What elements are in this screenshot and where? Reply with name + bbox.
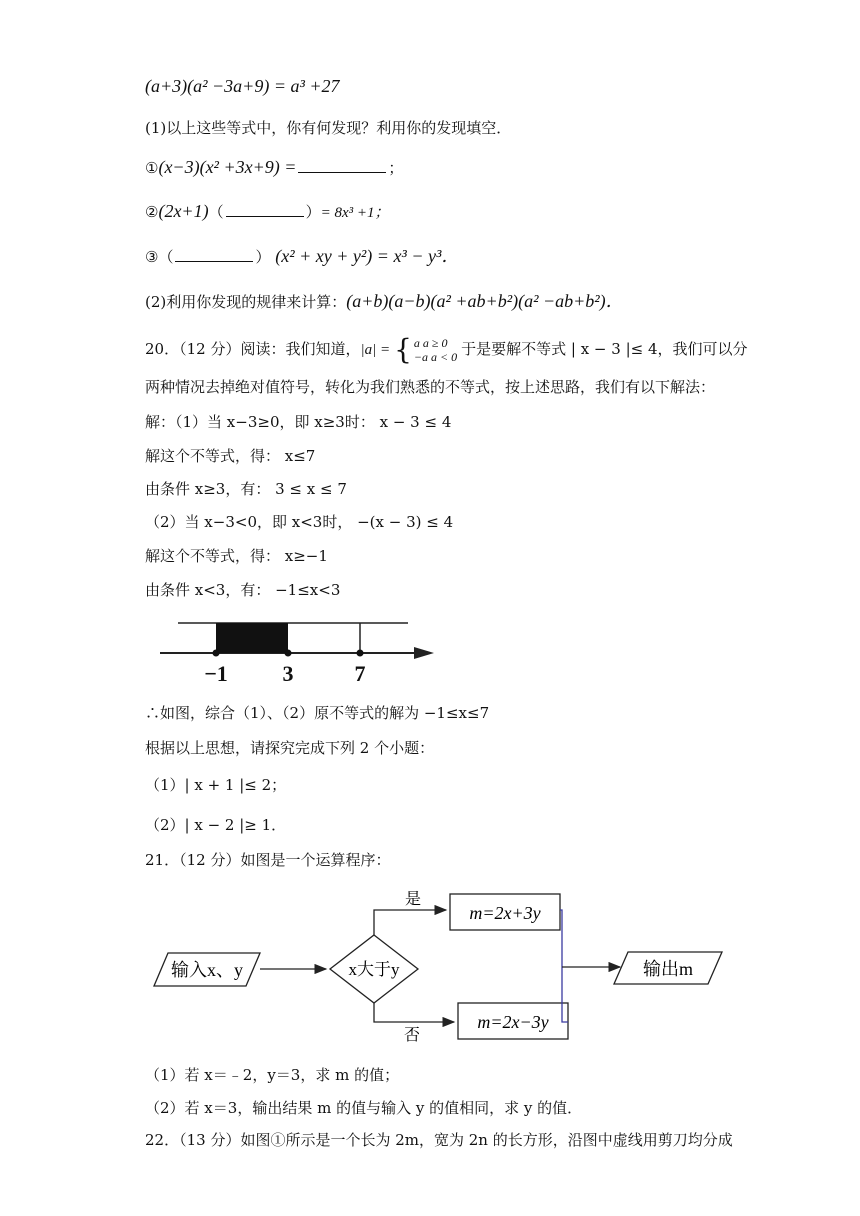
q20-subq-1: （1）| x + 1 |≤ 2；	[145, 776, 287, 794]
item-b-close-paren: ）	[305, 203, 321, 221]
tick-point	[285, 650, 292, 657]
question-1-intro: (1)以上这些等式中，你有何发现？利用你的发现填空．	[145, 119, 512, 137]
arrow-head-icon	[414, 647, 434, 659]
tick-label: 3	[282, 661, 294, 685]
yes-formula: m=2x+3y	[469, 903, 541, 923]
q20-line-9: ∴如图，综合（1）、（2）原不等式的解为 −1≤x≤7	[145, 704, 490, 722]
number-line-figure	[152, 615, 442, 685]
q20-case-1: a a ≥ 0	[413, 336, 448, 350]
question-2	[145, 291, 624, 312]
decision-label: x大于y	[348, 960, 400, 979]
no-label: 否	[403, 1027, 421, 1044]
output-label: 输出m	[642, 959, 694, 979]
merge-connector	[560, 910, 568, 1022]
flowchart-figure	[150, 882, 730, 1052]
tick-point	[213, 650, 220, 657]
item-b-blank[interactable]	[226, 202, 304, 217]
item-b-open-paren: （	[208, 203, 224, 221]
yes-label: 是	[404, 891, 422, 908]
q20-line-3: 解：（1）当 x−3≥0，即 x≥3时： x − 3 ≤ 4	[145, 413, 452, 431]
item-a-suffix: ；	[388, 159, 404, 177]
q20-subq-2: （2）| x − 2 |≥ 1．	[145, 816, 287, 834]
q20-piecewise	[394, 333, 458, 366]
item-a-expression: (x−3)(x² +3x+9) =	[158, 157, 297, 177]
item-c-blank[interactable]	[175, 247, 253, 262]
item-a-marker: ①	[145, 159, 159, 177]
question-1-item-b	[145, 201, 390, 223]
q20-heading: 20．（12 分）阅读：我们知道，	[145, 340, 361, 358]
item-c-marker: ③	[145, 248, 159, 266]
q20-line-6: （2）当 x−3<0，即 x<3时， −(x − 3) ≤ 4	[145, 513, 454, 531]
q21-heading: 21．（12 分）如图是一个运算程序：	[145, 851, 391, 869]
tick-label: −1	[204, 661, 228, 685]
yes-branch-line	[374, 910, 446, 935]
q20-line-2: 两种情况去掉绝对值符号，转化为我们熟悉的不等式，按上述思路，我们有以下解法：	[145, 378, 716, 396]
q21-subq-2: （2）若 x＝3，输出结果 m 的值与输入 y 的值相同，求 y 的值．	[145, 1099, 583, 1117]
q20-line-4: 解这个不等式，得： x≤7	[145, 447, 316, 465]
q20-case-2: −a a < 0	[413, 350, 458, 364]
question-2-text: (2)利用你发现的规律来计算：	[145, 293, 347, 311]
q20-tail: 于是要解不等式 | x − 3 |≤ 4，我们可以分	[461, 340, 748, 358]
q20-line-5: 由条件 x≥3，有： 3 ≤ x ≤ 7	[145, 480, 347, 498]
q22-heading: 22．（13 分）如图①所示是一个长为 2m，宽为 2n 的长方形，沿图中虚线用剪刀均分成	[145, 1131, 733, 1149]
item-b-expression: (2x+1)	[158, 201, 209, 221]
item-c-open-paren: （	[158, 248, 174, 266]
q20-line-10: 根据以上思想，请探究完成下列 2 个小题：	[145, 739, 435, 757]
item-b-rhs: = 8x³ +1；	[320, 205, 390, 221]
q21-subq-1: （1）若 x＝﹣2，y＝3，求 m 的值；	[145, 1066, 400, 1084]
q20-line-7: 解这个不等式，得： x≥−1	[145, 547, 328, 565]
item-b-marker: ②	[145, 203, 159, 221]
tick-label: 7	[354, 661, 366, 685]
question-2-expression: (a+b)(a−b)(a² +ab+b²)(a² −ab+b²)．	[346, 291, 624, 311]
item-c-rhs: (x² + xy + y²) = x³ − y³．	[275, 246, 460, 266]
brace-icon: {	[394, 333, 412, 366]
item-a-blank[interactable]	[298, 158, 386, 173]
question-1-item-c	[145, 246, 459, 267]
no-branch-line	[374, 1003, 454, 1022]
q20-head-line	[145, 333, 748, 366]
question-1-item-a	[145, 157, 403, 178]
tick-point	[357, 650, 364, 657]
q20-line-8: 由条件 x<3，有： −1≤x<3	[145, 581, 341, 599]
item-c-close-paren: ）	[255, 248, 271, 266]
shaded-region	[216, 623, 288, 653]
equation-top: (a+3)(a² −3a+9) = a³ +27	[145, 76, 340, 96]
no-formula: m=2x−3y	[477, 1012, 549, 1032]
input-label: 输入x、y	[171, 960, 243, 980]
q20-abs-def: |a| =	[360, 342, 391, 358]
